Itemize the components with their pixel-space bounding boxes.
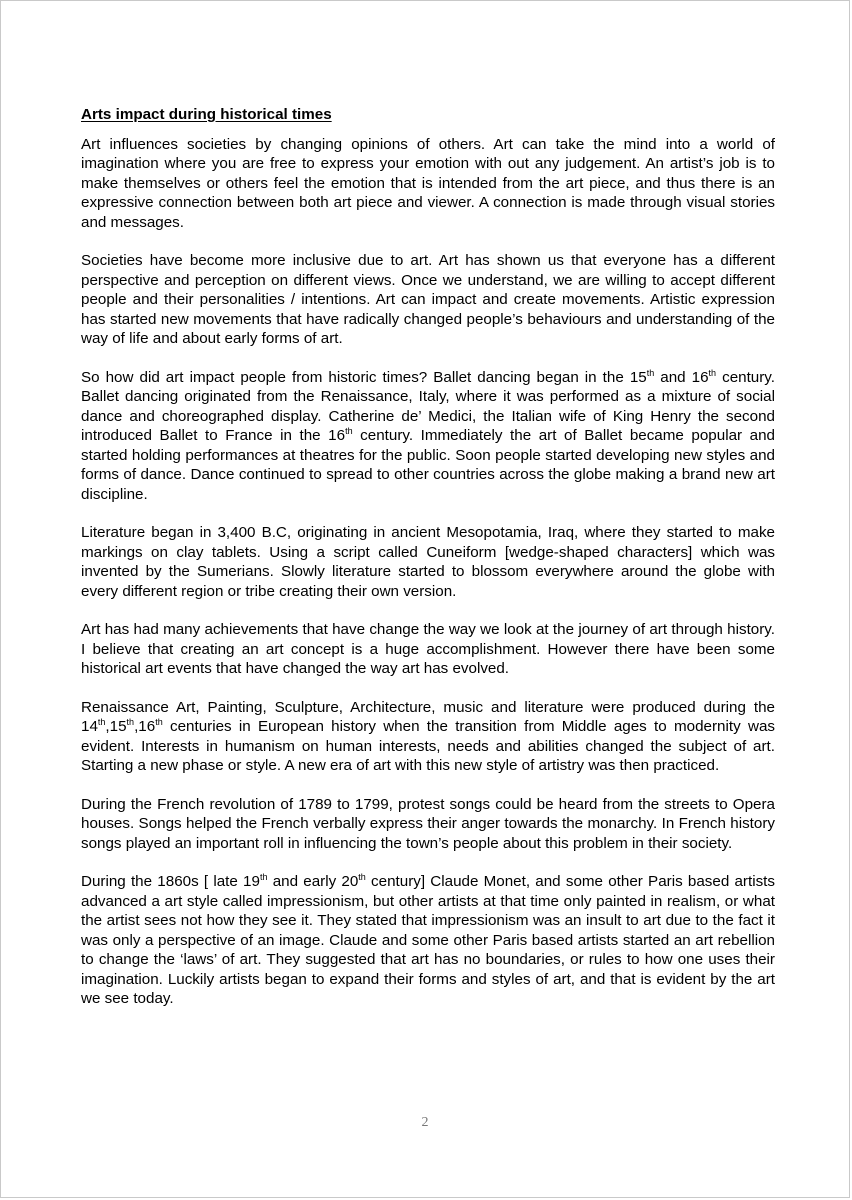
body-paragraph — [81, 872, 775, 1009]
paragraph-text: During the French revolution of 1789 to 1799, protest songs could be heard from the streets to Opera houses. Songs helped the French verbally express their anger towards the monarchy. In French history songs played an important roll in influencing the town’s people about this problem in their society. — [81, 795, 775, 852]
ordinal-superscript: th — [155, 717, 163, 727]
paragraph-text: ,15 — [105, 718, 127, 735]
body-paragraph — [81, 368, 775, 505]
body-paragraph — [81, 795, 775, 854]
paragraph-text: centuries in European history when the transition from Middle ages to modernity was evident. Interests in humanism on human interests, needs and abilities changed the subject of art. Starting a new phase or style. A new era of art with this new style of artistry was then practiced. — [81, 718, 775, 774]
section-heading: Arts impact during historical times — [81, 106, 332, 123]
paragraph-text: and 16 — [654, 368, 709, 386]
ordinal-superscript: th — [126, 717, 135, 727]
paragraph-text: ,16 — [134, 718, 156, 735]
paragraph-text: century] Claude Monet, and some other Paris based artists advanced a art style called impressionism, but other artists at that time only painted in realism, or what the artist sees not how they see it. They stated that impressionism was an insult to art due to the fact it was only a perspective of an image. Claude and some other Paris based artists started an art rebellion to change the ‘laws’ of art. They suggested that art has no boundaries, or rules to how one uses their imagination. Luckily artists began to expand their forms and styles of art, and that is evident by the art we see today. — [81, 873, 775, 1007]
ordinal-superscript: th — [708, 367, 717, 378]
paragraph-text: Societies have become more inclusive due to art. Art has shown us that everyone has a different perspective and perception on different views. Once we understand, we are willing to accept different people and their personalities / intentions. Art can impact and create movements. Artistic expression has started new movements that have radically changed people’s behaviours and understanding of the way of life and about early forms of art. — [81, 252, 775, 347]
ordinal-superscript: th — [646, 367, 655, 378]
ordinal-superscript: th — [259, 872, 268, 882]
ordinal-superscript: th — [358, 872, 366, 882]
page-number: 2 — [421, 1115, 429, 1130]
ordinal-superscript: th — [97, 717, 106, 727]
page-body — [81, 105, 775, 1028]
body-paragraph — [81, 698, 775, 776]
paragraph-text: Art influences societies by changing opinions of others. Art can take the mind into a world of imagination where you are free to express your emotion with out any judgement. An artist’s job is to make themselves or others feel the emotion that is intended from the art piece, and thus there is an expressive connection between both art piece and viewer. A connection is made through visual stories and messages. — [81, 135, 775, 231]
paragraph-text: Renaissance Art, Painting, Sculpture, Architecture, music and literature were produced during the 14 — [81, 698, 775, 735]
paragraph-text: century. Ballet dancing originated from the Renaissance, Italy, where it was performed as a mixture of social dance and choreographed display. Catherine de’ Medici, the Italian wife of King Henry the second introduced Ballet to France in the 16 — [81, 368, 775, 444]
body-paragraph — [81, 251, 775, 349]
paragraph-text: Art has had many achievements that have change the way we look at the journey of art through history. I believe that creating an art concept is a huge accomplishment. However there have been some historical art events that have changed the way art has evolved. — [81, 621, 775, 677]
body-paragraph — [81, 135, 775, 233]
paragraph-text: century. Immediately the art of Ballet became popular and started holding performances at theatres for the public. Soon people started developing new styles and forms of dance. Dance continued to spread to other countries across the globe making a brand new art discipline. — [81, 427, 775, 503]
paragraph-text: During the 1860s [ late 19 — [81, 873, 260, 890]
paragraph-list — [81, 135, 775, 1009]
ordinal-superscript: th — [345, 426, 353, 436]
paragraph-text: So how did art impact people from historic times? Ballet dancing began in the 15 — [81, 368, 647, 386]
paragraph-text: Literature began in 3,400 B.C, originating in ancient Mesopotamia, Iraq, where they started to make markings on clay tablets. Using a script called Cuneiform [wedge-shaped characters] which was invented by the Sumerians. Slowly literature started to blossom everywhere around the globe with every different region or tribe creating their own version. — [81, 524, 775, 600]
body-paragraph — [81, 523, 775, 601]
body-paragraph — [81, 620, 775, 679]
paragraph-text: and early 20 — [267, 873, 359, 890]
